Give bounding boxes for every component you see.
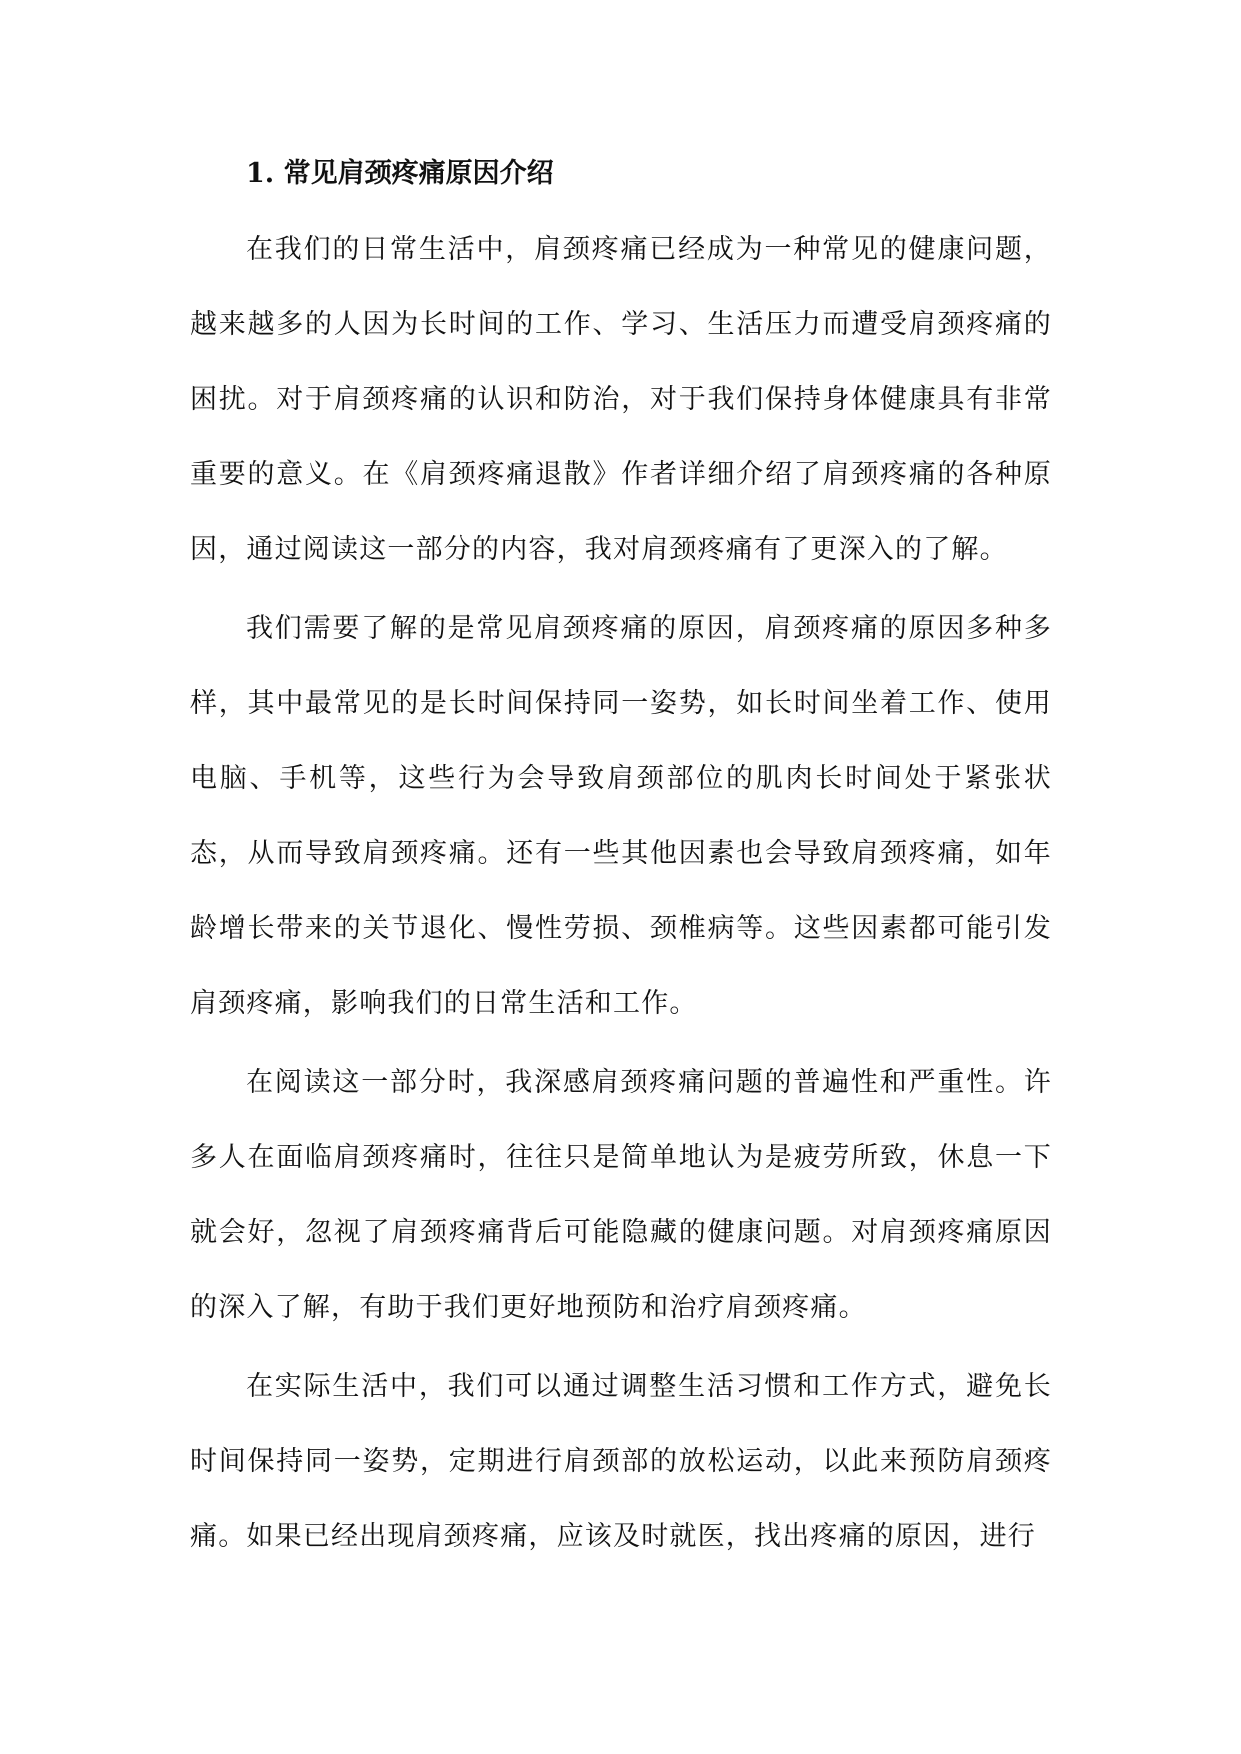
paragraph-prevention: 在实际生活中，我们可以通过调整生活习惯和工作方式，避免长时间保持同一姿势，定期进行肩颈部的放松运动，以此来预防肩颈疼痛。如果已经出现肩颈疼痛，应该及时就医，找出疼痛的原因，进行 xyxy=(190,1371,1052,1552)
section-heading: 1. 常见肩颈疼痛原因介绍 xyxy=(246,158,554,189)
paragraph-causes: 我们需要了解的是常见肩颈疼痛的原因，肩颈疼痛的原因多种多样，其中最常见的是长时间保持同一姿势，如长时间坐着工作、使用电脑、手机等，这些行为会导致肩颈部位的肌肉长时间处于紧张状态，从而导致肩颈疼痛。还有一些其他因素也会导致肩颈疼痛，如年龄增长带来的关节退化、慢性劳损、颈椎病等。这些因素都可能引发肩颈疼痛，影响我们的日常生活和工作。 xyxy=(190,613,1052,1019)
paragraph-intro: 在我们的日常生活中，肩颈疼痛已经成为一种常见的健康问题，越来越多的人因为长时间的工作、学习、生活压力而遭受肩颈疼痛的困扰。对于肩颈疼痛的认识和防治，对于我们保持身体健康具有非常重要的意义。在《肩颈疼痛退散》作者详细介绍了肩颈疼痛的各种原因，通过阅读这一部分的内容，我对肩颈疼痛有了更深入的了解。 xyxy=(190,234,1052,565)
paragraph-reflection: 在阅读这一部分时，我深感肩颈疼痛问题的普遍性和严重性。许多人在面临肩颈疼痛时，往往只是简单地认为是疲劳所致，休息一下就会好，忽视了肩颈疼痛背后可能隐藏的健康问题。对肩颈疼痛原因的深入了解，有助于我们更好地预防和治疗肩颈疼痛。 xyxy=(190,1067,1052,1323)
document-body xyxy=(190,140,1052,1574)
